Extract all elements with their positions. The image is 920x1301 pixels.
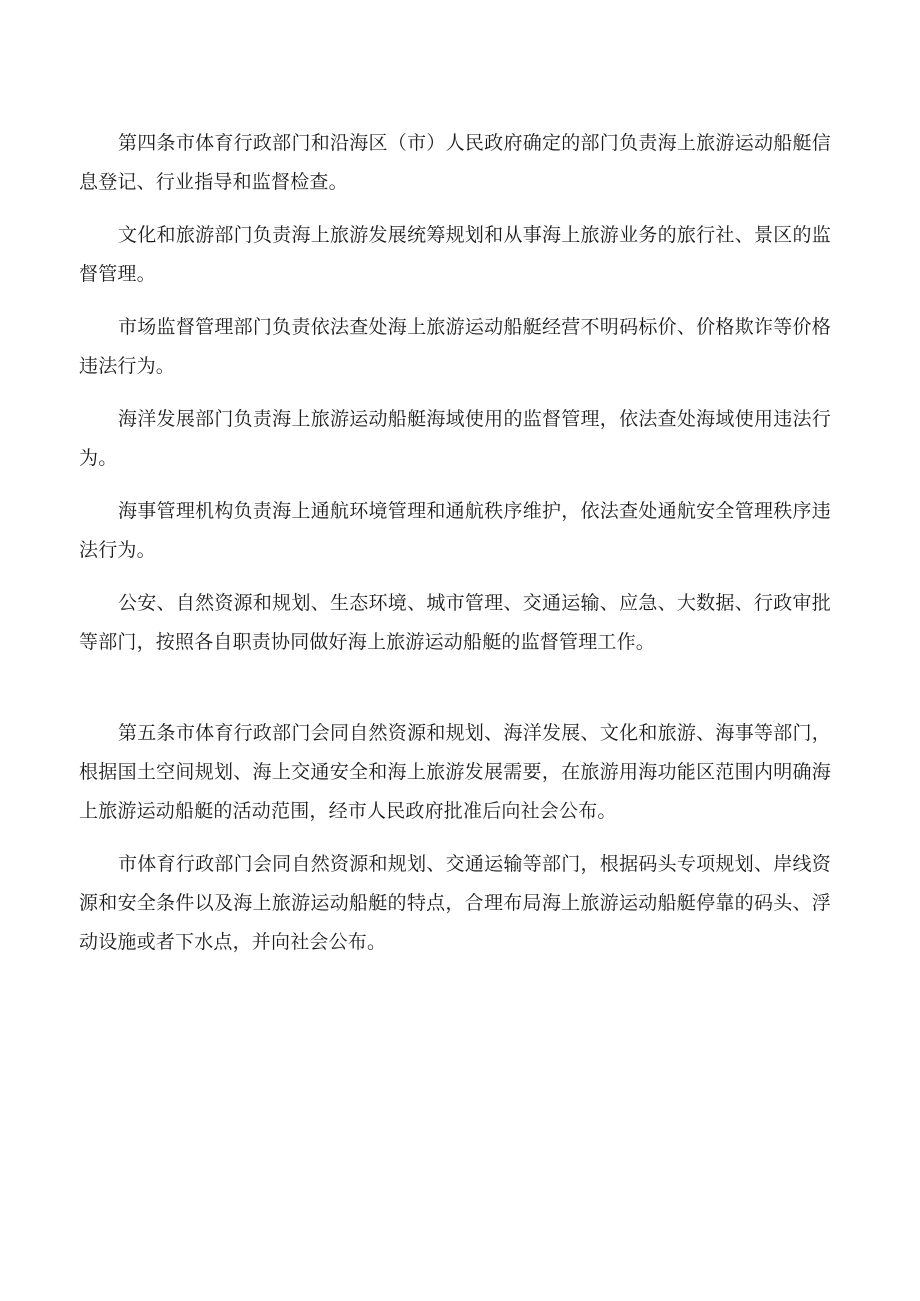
article-4-paragraph-6: 公安、自然资源和规划、生态环境、城市管理、交通运输、应急、大数据、行政审批等部门，按照各自职责协同做好海上旅游运动船艇的监督管理工作。: [79, 592, 831, 653]
article-4-paragraph-2: 文化和旅游部门负责海上旅游发展统筹规划和从事海上旅游业务的旅行社、景区的监督管理。: [79, 224, 831, 285]
article-4-paragraph-4: 海洋发展部门负责海上旅游运动船艇海域使用的监督管理，依法查处海域使用违法行为。: [79, 408, 831, 469]
article-5-paragraph-2: 市体育行政部门会同自然资源和规划、交通运输等部门，根据码头专项规划、岸线资源和安全条件以及海上旅游运动船艇的特点，合理布局海上旅游运动船艇停靠的码头、浮动设施或者下水点，并向社会公布。: [79, 853, 831, 953]
article-5-section: [79, 714, 831, 962]
article-5-paragraph-1: 第五条市体育行政部门会同自然资源和规划、海洋发展、文化和旅游、海事等部门，根据国土空间规划、海上交通安全和海上旅游发展需要，在旅游用海功能区范围内明确海上旅游运动船艇的活动范围，经市人民政府批准后向社会公布。: [79, 722, 831, 822]
article-4-section: [79, 124, 831, 662]
article-4-paragraph-3: 市场监督管理部门负责依法查处海上旅游运动船艇经营不明码标价、价格欺诈等价格违法行为。: [79, 316, 831, 377]
article-4-paragraph-1: 第四条市体育行政部门和沿海区（市）人民政府确定的部门负责海上旅游运动船艇信息登记、行业指导和监督检查。: [79, 132, 831, 193]
article-4-paragraph-5: 海事管理机构负责海上通航环境管理和通航秩序维护，依法查处通航安全管理秩序违法行为。: [79, 500, 831, 561]
document-body: [79, 124, 831, 976]
article-divider-space: [79, 676, 831, 714]
